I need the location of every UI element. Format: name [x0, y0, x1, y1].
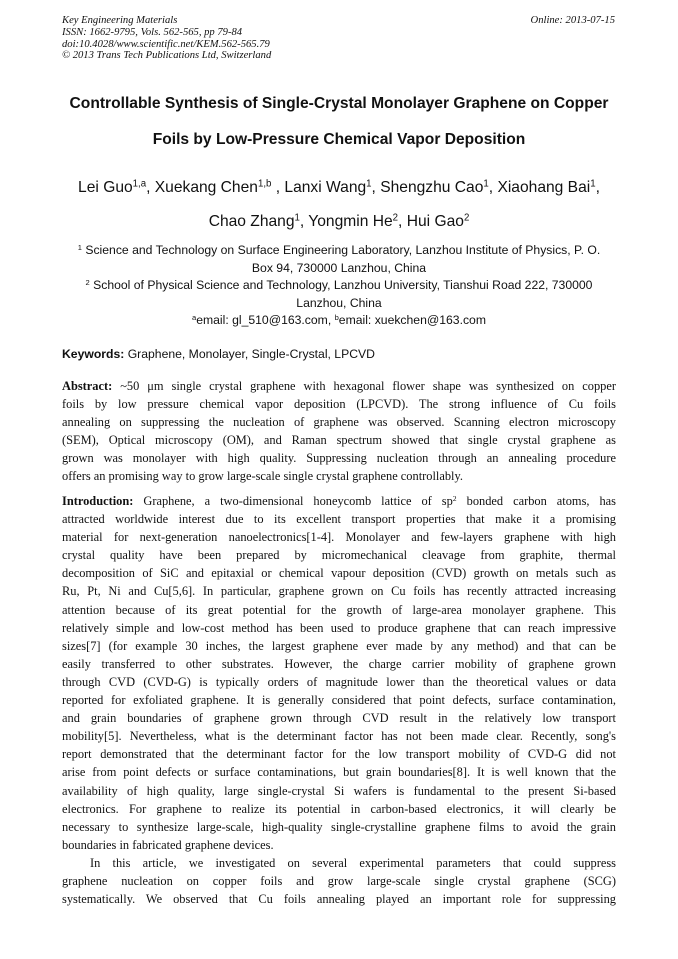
- author-affil-mark: 1,b: [257, 178, 272, 190]
- author-name: Lanxi Wang: [284, 179, 367, 196]
- doi-line[interactable]: doi:10.4028/www.scientific.net/KEM.562-565.79: [62, 38, 270, 50]
- author-name: Shengzhu Cao: [380, 179, 484, 196]
- author-affil-mark: 1: [590, 178, 596, 190]
- author-line-2: Chao Zhang$^1$, Yongmin He$^2$, Hui Gao$^2$: [208, 212, 470, 230]
- author-name: Xuekang Chen: [154, 179, 258, 196]
- introduction: Introduction: Graphene, a two-dimensional honeycomb lattice of $sp^2$ bonded carbon atoms, has attracted worldwide interest due to its excellent transport properties that make it a promising material for next-generation nanoelectronics[1-4]. Monolayer and few-layers graphene with high crystal quality have been prepared by micromechanical cleavage from graphite, thermal decomposition of SiC and epitaxial or chemical vapour deposition (CVD) growth on metals such as Ru, Pt, Ni and Cu[5,6]. In particular, graphene grown on Cu foils has recently attracted increasing attention because of its great potential for the growth of large-area monolayer graphene. This relatively simple and low-cost method has been used to produce graphene that can reach impressive sizes[7] (for example 30 inches, the largest graphene ever made by any method) and that can be easily transferred to other substrates. However, the charge carrier mobility of graphene grown through CVD (CVD-G) is typically orders of magnitude lower than the theoretical values or data reported for exfoliated graphene. It is generally considered that point defects, surface contamination, and grain boundaries of graphene grown through CVD result in the relatively low transport mobility[5]. Nevertheless, what is the determinant factor has not been made clear. Recently, song's report demonstrated that the determinant factor for the low transport mobility of CVD-G did not arise from point defects or surface contaminations, but grain boundaries[8]. It is well known that the availability of high quality, large single-crystal Si wafers is fundamental to the present Si-based electronics. For graphene to realize its potential in carbon-based electronics, it will clearly be necessary to synthesize large-scale, high-quality single-crystalline graphene films to avoid the grain boundaries in fabricated graphene devices. In this article, we investigated on several experimental parameters that could suppress graphene nucleation on copper foils and grow large-scale single crystal graphene (SCG) systematically. We observed that Cu foils annealing played an important role for suppressing: [62, 493, 616, 907]
- author-name: Hui Gao: [406, 213, 464, 230]
- email-b[interactable]: email: xuekchen@163.com: [338, 313, 486, 327]
- author-affil-mark: 1: [294, 212, 300, 224]
- author-affil-mark: 1: [483, 178, 489, 190]
- keywords-label: Keywords:: [62, 347, 125, 361]
- introduction-label: Introduction:: [62, 494, 134, 508]
- journal-header: [62, 15, 271, 62]
- keywords-text: Graphene, Monolayer, Single-Crystal, LPCVD: [124, 347, 375, 361]
- journal-name: Key Engineering Materials: [62, 15, 178, 26]
- abstract: Abstract: ~50 μm single crystal graphene with hexagonal flower shape was synthesized on copper foils by low pressure chemical vapor deposition (LPCVD). The strong influence of Cu foils annealing on suppressing the nucleation of graphene was observed. Scanning electron microscopy (SEM), Optical microscopy (OM), and Raman spectrum showed that single crystal graphene as grown was monolayer with high quality. Suppressing nucleation through an annealing procedure offers an promising way to grow large-scale single crystal graphene controllably.: [62, 379, 616, 484]
- email-a[interactable]: email: gl_510@163.com,: [196, 313, 335, 327]
- title-line-2: Foils by Low-Pressure Chemical Vapor Deposition: [152, 131, 526, 148]
- paper-title: [40, 86, 638, 158]
- author-name: Chao Zhang: [208, 213, 295, 230]
- copyright-line: © 2013 Trans Tech Publications Ltd, Switzerland: [62, 50, 272, 62]
- author-name: Lei Guo: [78, 179, 133, 196]
- issn-line: ISSN: 1662-9795, Vols. 562-565, pp 79-84: [62, 26, 243, 38]
- author-name: Xiaohang Bai: [497, 179, 591, 196]
- author-affil-mark: 1,a: [132, 178, 147, 190]
- author-affil-mark: 2: [392, 212, 399, 224]
- author-emails: $^a$email: gl_510@163.com, $^b$email: xuekchen@163.com: [192, 312, 486, 327]
- author-line-1: Lei Guo$^{1,a}$, Xuekang Chen$^{1,b}$ , Lanxi Wang$^1$, Shengzhu Cao$^1$, Xiaohang Bai$^1$,: [78, 178, 600, 196]
- abstract-label: Abstract:: [62, 379, 113, 393]
- author-list: [30, 171, 648, 239]
- keywords: [62, 345, 616, 363]
- online-date: Online: 2013-07-15: [530, 15, 615, 26]
- affiliation-1: $^1$ Science and Technology on Surface Engineering Laboratory, Lanzhou Institute of Physics, P. O. Box 94, 730000 Lanzhou, China: [77, 242, 601, 275]
- author-affil-mark: 2: [463, 212, 470, 224]
- affiliation-2: $^2$ School of Physical Science and Technology, Lanzhou University, Tianshui Road 222, 730000 Lanzhou, China: [85, 277, 593, 310]
- author-affil-mark: 1: [366, 178, 372, 190]
- author-name: Yongmin He: [308, 213, 393, 230]
- title-line-1: Controllable Synthesis of Single-Crystal Monolayer Graphene on Copper: [69, 95, 609, 112]
